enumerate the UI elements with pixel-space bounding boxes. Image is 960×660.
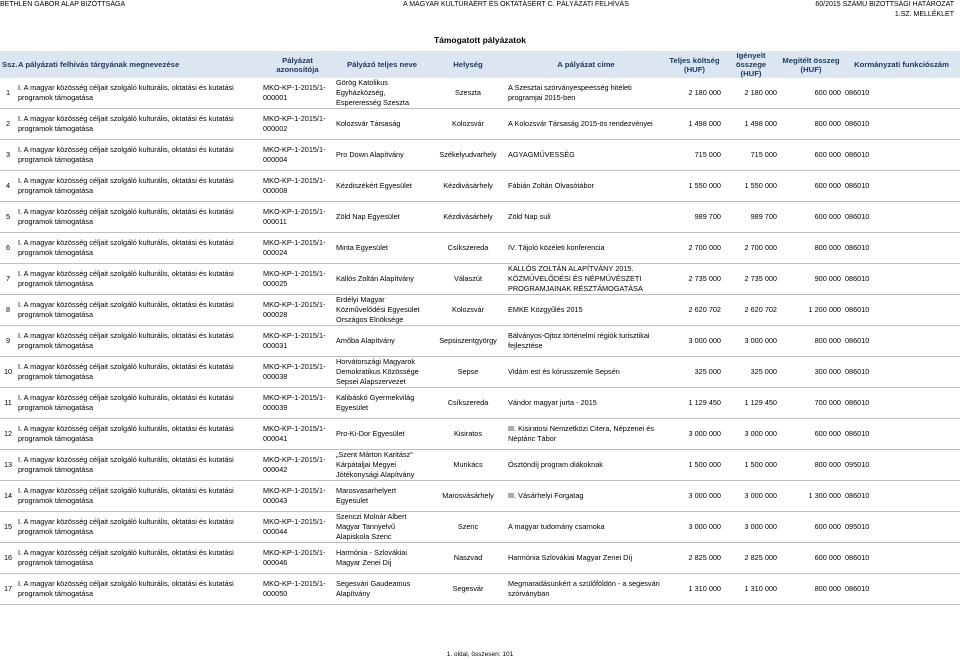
cell-megitelt: 800 000	[779, 574, 843, 605]
cell-cim: Bálványos-Ojtoz történelmi régiók turisztikai fejlesztése	[506, 326, 666, 357]
cell-nev: Szenczi Molnár Albert Magyar Tannyelvű Alapiskola Szenc	[334, 512, 430, 543]
cell-sz: 7	[0, 264, 16, 295]
cell-nev: Görög Katolikus Egyházközség, Espereresség Szeszta	[334, 78, 430, 109]
table-row	[0, 78, 960, 109]
cell-helyseg: Csíkszereda	[430, 388, 506, 419]
cell-helyseg: Marosvásárhely	[430, 481, 506, 512]
cell-helyseg: Naszvad	[430, 543, 506, 574]
cell-sz: 10	[0, 357, 16, 388]
cell-felhivas: I. A magyar közösség céljait szolgáló kulturális, oktatási és kutatási programok támogatása	[16, 295, 261, 326]
cell-igenyelt: 2 700 000	[723, 233, 779, 264]
cell-cim: AGYAGMŰVESSÉG	[506, 140, 666, 171]
cell-cim: A Szesztai szórványespeesség hitéleti programjai 2015-ben	[506, 78, 666, 109]
cell-koltseg: 1 310 000	[666, 574, 723, 605]
cell-cim: Harmónia Szlovákiai Magyar Zenei Díj	[506, 543, 666, 574]
cell-megitelt: 600 000	[779, 419, 843, 450]
cell-kormanyzati: 086010	[843, 388, 960, 419]
cell-sz: 6	[0, 233, 16, 264]
cell-helyseg: Kolozsvár	[430, 295, 506, 326]
cell-koltseg: 325 000	[666, 357, 723, 388]
cell-igenyelt: 1 129 450	[723, 388, 779, 419]
cell-kormanyzati: 086010	[843, 295, 960, 326]
cell-megitelt: 300 000	[779, 357, 843, 388]
cell-nev: Harmónia - Szlovákiai Magyar Zenei Díj	[334, 543, 430, 574]
cell-megitelt: 800 000	[779, 109, 843, 140]
cell-kormanyzati: 086010	[843, 109, 960, 140]
cell-azonosito: MKO-KP-1-2015/1-000002	[261, 109, 334, 140]
table-row	[0, 171, 960, 202]
cell-azonosito: MKO-KP-1-2015/1-000038	[261, 357, 334, 388]
table-row	[0, 481, 960, 512]
cell-koltseg: 3 000 000	[666, 481, 723, 512]
cell-kormanyzati: 086010	[843, 202, 960, 233]
cell-helyseg: Szeszta	[430, 78, 506, 109]
cell-koltseg: 1 498 000	[666, 109, 723, 140]
cell-megitelt: 600 000	[779, 140, 843, 171]
cell-sz: 13	[0, 450, 16, 481]
cell-nev: Pro Down Alapítvány	[334, 140, 430, 171]
cell-azonosito: MKO-KP-1-2015/1-000043	[261, 481, 334, 512]
cell-cim: Vándor magyar jurta - 2015	[506, 388, 666, 419]
col-kormanyzati: Kormányzati funkciószám	[843, 51, 960, 78]
table-header-row	[0, 51, 960, 78]
cell-cim: Fábián Zoltán Olvasótábor	[506, 171, 666, 202]
cell-felhivas: I. A magyar közösség céljait szolgáló kulturális, oktatási és kutatási programok támogatása	[16, 233, 261, 264]
cell-sz: 5	[0, 202, 16, 233]
cell-megitelt: 1 200 000	[779, 295, 843, 326]
table-row	[0, 202, 960, 233]
col-koltseg: Teljes költség (HUF)	[666, 51, 723, 78]
cell-megitelt: 700 000	[779, 388, 843, 419]
cell-igenyelt: 3 000 000	[723, 326, 779, 357]
cell-koltseg: 2 735 000	[666, 264, 723, 295]
cell-felhivas: I. A magyar közösség céljait szolgáló kulturális, oktatási és kutatási programok támogatása	[16, 512, 261, 543]
page-header	[0, 0, 960, 12]
col-nev: Pályázó teljes neve	[334, 51, 430, 78]
cell-megitelt: 600 000	[779, 543, 843, 574]
cell-helyseg: Kolozsvár	[430, 109, 506, 140]
cell-nev: Horvátországi Magyarok Demokratikus Közössége Sepsei Alapszervezet	[334, 357, 430, 388]
cell-nev: Kézdiszékért Egyesület	[334, 171, 430, 202]
cell-cim: EMKE Közgyűlés 2015	[506, 295, 666, 326]
cell-azonosito: MKO-KP-1-2015/1-000025	[261, 264, 334, 295]
cell-megitelt: 600 000	[779, 512, 843, 543]
cell-helyseg: Válaszút	[430, 264, 506, 295]
cell-felhivas: I. A magyar közösség céljait szolgáló kulturális, oktatási és kutatási programok támogatása	[16, 109, 261, 140]
cell-igenyelt: 3 000 000	[723, 512, 779, 543]
header-right: 60/2015 SZÁMÚ BIZOTTSÁGI HATÁROZAT	[815, 1, 954, 8]
cell-sz: 14	[0, 481, 16, 512]
cell-nev: Zöld Nap Egyesület	[334, 202, 430, 233]
cell-cim: Vidám est és kórusszemle Sepsén	[506, 357, 666, 388]
cell-kormanyzati: 095010	[843, 450, 960, 481]
table-row	[0, 512, 960, 543]
cell-azonosito: MKO-KP-1-2015/1-000042	[261, 450, 334, 481]
cell-sz: 8	[0, 295, 16, 326]
cell-igenyelt: 1 310 000	[723, 574, 779, 605]
cell-helyseg: Székelyudvarhely	[430, 140, 506, 171]
cell-kormanyzati: 086010	[843, 574, 960, 605]
table-row	[0, 326, 960, 357]
cell-felhivas: I. A magyar közösség céljait szolgáló kulturális, oktatási és kutatási programok támogatása	[16, 264, 261, 295]
cell-koltseg: 715 000	[666, 140, 723, 171]
table-row	[0, 543, 960, 574]
cell-igenyelt: 1 550 000	[723, 171, 779, 202]
cell-koltseg: 2 825 000	[666, 543, 723, 574]
cell-igenyelt: 2 180 000	[723, 78, 779, 109]
cell-sz: 16	[0, 543, 16, 574]
cell-koltseg: 2 700 000	[666, 233, 723, 264]
cell-kormanyzati: 086010	[843, 78, 960, 109]
col-sz: Ssz.	[0, 51, 16, 78]
cell-helyseg: Kézdivásárhely	[430, 171, 506, 202]
cell-koltseg: 1 550 000	[666, 171, 723, 202]
cell-kormanyzati: 086010	[843, 543, 960, 574]
cell-nev: Marosvasarhelyert Egyesulet	[334, 481, 430, 512]
col-megitelt: Megítélt összeg (HUF)	[779, 51, 843, 78]
cell-sz: 2	[0, 109, 16, 140]
header-center: A MAGYAR KULTÚRÁÉRT ÉS OKTATÁSÉRT C. PÁLYÁZATI FELHÍVÁS	[403, 1, 629, 8]
cell-igenyelt: 3 000 000	[723, 481, 779, 512]
cell-felhivas: I. A magyar közösség céljait szolgáló kulturális, oktatási és kutatási programok támogatása	[16, 78, 261, 109]
cell-felhivas: I. A magyar közösség céljait szolgáló kulturális, oktatási és kutatási programok támogatása	[16, 140, 261, 171]
table-row	[0, 140, 960, 171]
cell-megitelt: 800 000	[779, 233, 843, 264]
cell-sz: 3	[0, 140, 16, 171]
table-row	[0, 295, 960, 326]
table-row	[0, 450, 960, 481]
cell-cim: Ösztöndíj program diákoknak	[506, 450, 666, 481]
cell-cim: KALLÓS ZOLTÁN ALAPÍTVÁNY 2015. KÖZMŰVELŐDÉSI ÉS NÉPMŰVÉSZETI PROGRAMJAINAK RÉSZTÁMOGATÁSA	[506, 264, 666, 295]
cell-igenyelt: 1 498 000	[723, 109, 779, 140]
cell-koltseg: 2 620 702	[666, 295, 723, 326]
cell-nev: Minta Egyesület	[334, 233, 430, 264]
col-cim: A pályázat címe	[506, 51, 666, 78]
cell-megitelt: 800 000	[779, 450, 843, 481]
cell-megitelt: 1 300 000	[779, 481, 843, 512]
cell-azonosito: MKO-KP-1-2015/1-000008	[261, 171, 334, 202]
cell-kormanyzati: 086010	[843, 171, 960, 202]
cell-azonosito: MKO-KP-1-2015/1-000028	[261, 295, 334, 326]
table-row	[0, 419, 960, 450]
cell-azonosito: MKO-KP-1-2015/1-000011	[261, 202, 334, 233]
cell-kormanyzati: 086010	[843, 419, 960, 450]
table-row	[0, 109, 960, 140]
cell-kormanyzati: 086010	[843, 264, 960, 295]
cell-igenyelt: 3 000 000	[723, 419, 779, 450]
header-left: BETHLEN GÁBOR ALAP BIZOTTSÁGA	[0, 1, 126, 8]
cell-kormanyzati: 086010	[843, 140, 960, 171]
cell-azonosito: MKO-KP-1-2015/1-000039	[261, 388, 334, 419]
cell-kormanyzati: 095010	[843, 512, 960, 543]
table-row	[0, 357, 960, 388]
table-row	[0, 264, 960, 295]
cell-nev: „Szent Márton Karitász” Kárpátaljai Megyei Jótékonysági Alapítvány	[334, 450, 430, 481]
cell-cim: Megmaradásunkért a szülőföldön - a segesvári szórványban	[506, 574, 666, 605]
cell-felhivas: I. A magyar közösség céljait szolgáló kulturális, oktatási és kutatási programok támogatása	[16, 419, 261, 450]
cell-sz: 4	[0, 171, 16, 202]
cell-nev: Erdélyi Magyar Közművelődési Egyesület Országos Elnöksége	[334, 295, 430, 326]
cell-megitelt: 600 000	[779, 171, 843, 202]
cell-azonosito: MKO-KP-1-2015/1-000044	[261, 512, 334, 543]
cell-nev: Amőba Alapítvány	[334, 326, 430, 357]
cell-felhivas: I. A magyar közösség céljait szolgáló kulturális, oktatási és kutatási programok támogatása	[16, 357, 261, 388]
cell-helyseg: Csíkszereda	[430, 233, 506, 264]
cell-nev: Kallós Zoltán Alapítvány	[334, 264, 430, 295]
cell-felhivas: I. A magyar közösség céljait szolgáló kulturális, oktatási és kutatási programok támogatása	[16, 202, 261, 233]
cell-megitelt: 800 000	[779, 326, 843, 357]
cell-helyseg: Segesvár	[430, 574, 506, 605]
cell-koltseg: 1 500 000	[666, 450, 723, 481]
cell-azonosito: MKO-KP-1-2015/1-000050	[261, 574, 334, 605]
cell-megitelt: 600 000	[779, 202, 843, 233]
col-helyseg: Helység	[430, 51, 506, 78]
grants-table	[0, 51, 960, 605]
cell-nev: Kolozsvár Társaság	[334, 109, 430, 140]
cell-koltseg: 3 000 000	[666, 512, 723, 543]
cell-felhivas: I. A magyar közösség céljait szolgáló kulturális, oktatási és kutatási programok támogatása	[16, 171, 261, 202]
cell-sz: 17	[0, 574, 16, 605]
col-igenyelt: Igényelt összege (HUF)	[723, 51, 779, 78]
cell-kormanyzati: 086010	[843, 357, 960, 388]
cell-felhivas: I. A magyar közösség céljait szolgáló kulturális, oktatási és kutatási programok támogatása	[16, 543, 261, 574]
table-row	[0, 388, 960, 419]
cell-helyseg: Sepse	[430, 357, 506, 388]
cell-nev: Kalibáskó Gyermekvilág Egyesület	[334, 388, 430, 419]
col-azonosito: Pályázat azonosítója	[261, 51, 334, 78]
cell-azonosito: MKO-KP-1-2015/1-000046	[261, 543, 334, 574]
cell-nev: Segesvári Gaudeamus Alapítvány	[334, 574, 430, 605]
cell-felhivas: I. A magyar közösség céljait szolgáló kulturális, oktatási és kutatási programok támogatása	[16, 326, 261, 357]
cell-igenyelt: 2 735 000	[723, 264, 779, 295]
page-footer: 1. oldal, összesen: 101	[446, 651, 514, 658]
cell-azonosito: MKO-KP-1-2015/1-000031	[261, 326, 334, 357]
cell-helyseg: Sepsiszentgyörgy	[430, 326, 506, 357]
cell-azonosito: MKO-KP-1-2015/1-000024	[261, 233, 334, 264]
cell-igenyelt: 2 620 702	[723, 295, 779, 326]
cell-felhivas: I. A magyar közösség céljait szolgáló kulturális, oktatási és kutatási programok támogatása	[16, 481, 261, 512]
cell-igenyelt: 2 825 000	[723, 543, 779, 574]
cell-azonosito: MKO-KP-1-2015/1-000004	[261, 140, 334, 171]
cell-sz: 12	[0, 419, 16, 450]
cell-azonosito: MKO-KP-1-2015/1-000041	[261, 419, 334, 450]
cell-cim: IV. Tájoló közéleti konferencia	[506, 233, 666, 264]
cell-sz: 11	[0, 388, 16, 419]
cell-kormanyzati: 086010	[843, 326, 960, 357]
cell-koltseg: 989 700	[666, 202, 723, 233]
cell-megitelt: 600 000	[779, 78, 843, 109]
cell-azonosito: MKO-KP-1-2015/1-000001	[261, 78, 334, 109]
cell-helyseg: Munkács	[430, 450, 506, 481]
cell-cim: III. Vásárhelyi Forgatag	[506, 481, 666, 512]
table-title: Támogatott pályázatok	[433, 35, 527, 45]
header-sub-right: 1.SZ. MELLÉKLET	[894, 11, 954, 18]
cell-felhivas: I. A magyar közösség céljait szolgáló kulturális, oktatási és kutatási programok támogatása	[16, 574, 261, 605]
cell-cim: A magyar tudomány csarnoka	[506, 512, 666, 543]
cell-igenyelt: 715 000	[723, 140, 779, 171]
cell-koltseg: 3 000 000	[666, 326, 723, 357]
cell-felhivas: I. A magyar közösség céljait szolgáló kulturális, oktatási és kutatási programok támogatása	[16, 450, 261, 481]
cell-felhivas: I. A magyar közösség céljait szolgáló kulturális, oktatási és kutatási programok támogatása	[16, 388, 261, 419]
cell-koltseg: 2 180 000	[666, 78, 723, 109]
cell-kormanyzati: 086010	[843, 233, 960, 264]
cell-megitelt: 900 000	[779, 264, 843, 295]
table-row	[0, 233, 960, 264]
cell-kormanyzati: 086010	[843, 481, 960, 512]
cell-cim: Zöld Nap suli	[506, 202, 666, 233]
cell-sz: 9	[0, 326, 16, 357]
cell-cim: A Kolozsvár Társaság 2015-ös rendezvényei	[506, 109, 666, 140]
cell-koltseg: 1 129 450	[666, 388, 723, 419]
cell-helyseg: Kisiratos	[430, 419, 506, 450]
cell-nev: Pro-Ki-Dor Egyesület	[334, 419, 430, 450]
cell-koltseg: 3 000 000	[666, 419, 723, 450]
cell-helyseg: Kézdivásárhely	[430, 202, 506, 233]
cell-sz: 15	[0, 512, 16, 543]
col-felhivas: A pályázati felhívás tárgyának megnevezése	[16, 51, 261, 78]
cell-igenyelt: 1 500 000	[723, 450, 779, 481]
cell-igenyelt: 325 000	[723, 357, 779, 388]
cell-helyseg: Szenc	[430, 512, 506, 543]
cell-sz: 1	[0, 78, 16, 109]
cell-cim: III. Kisiratosi Nemzetközi Citera, Népzenei és Néptánc Tábor	[506, 419, 666, 450]
cell-igenyelt: 989 700	[723, 202, 779, 233]
table-row	[0, 574, 960, 605]
